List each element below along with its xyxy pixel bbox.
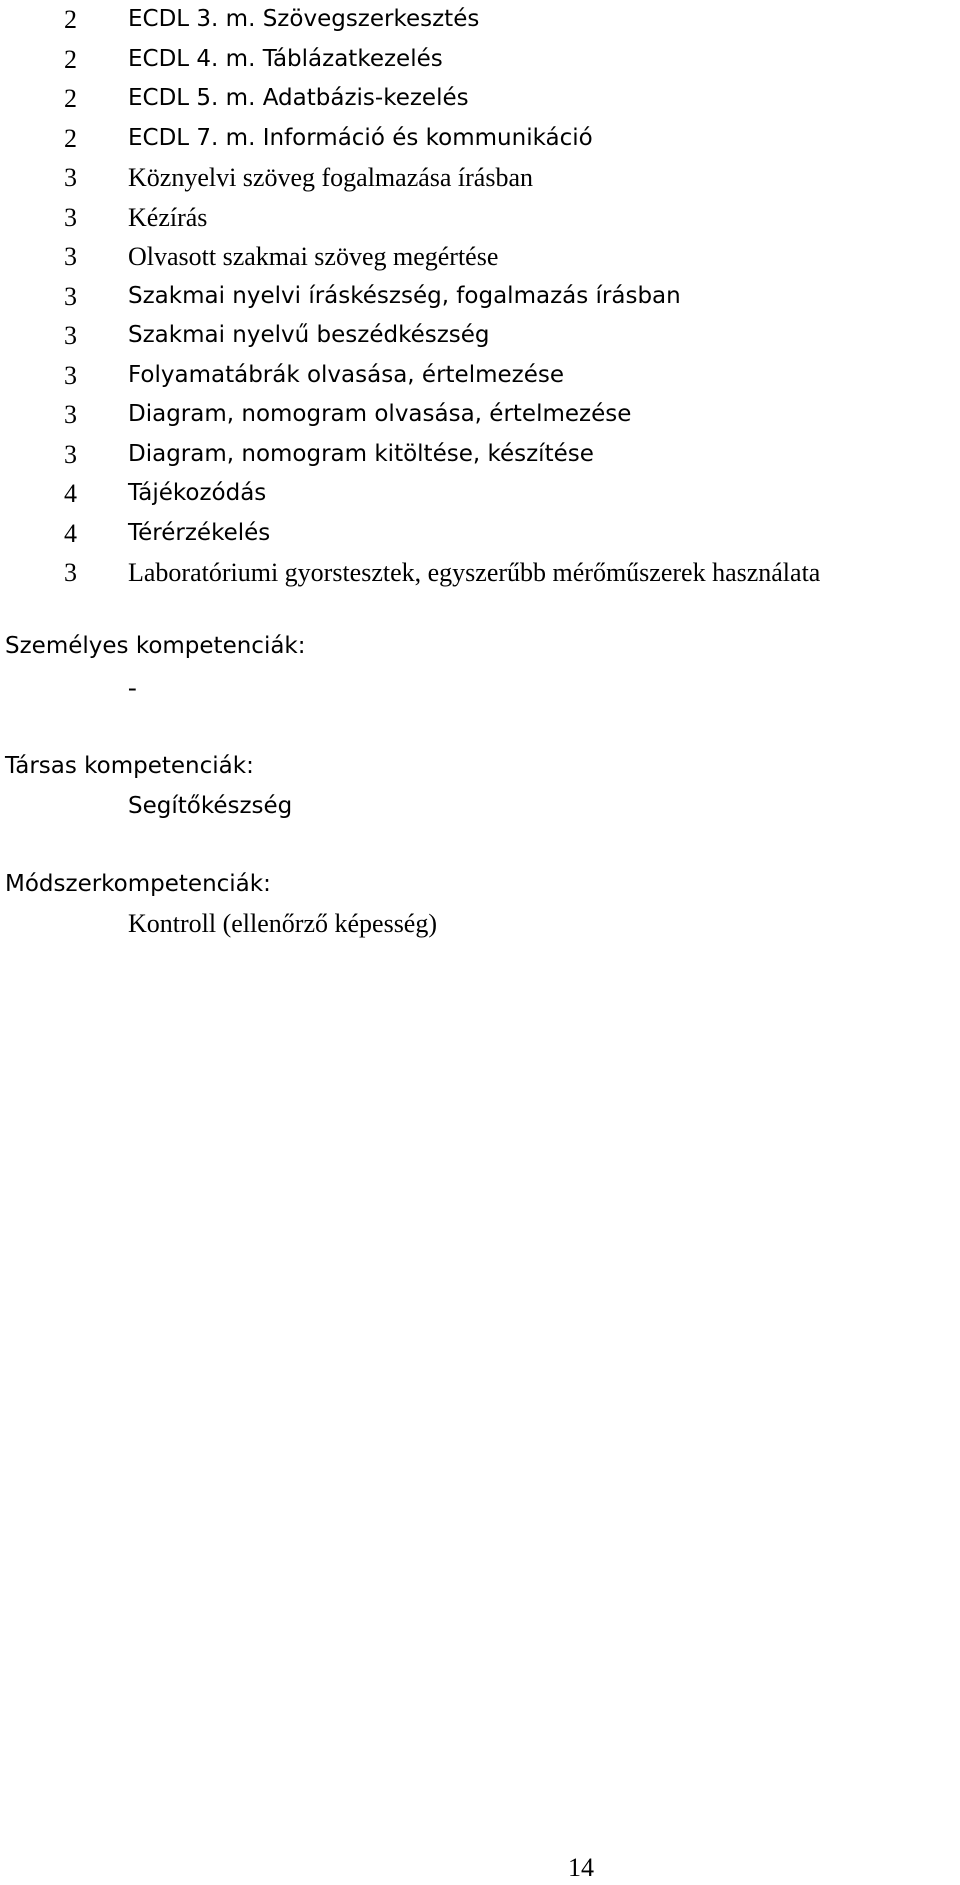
skill-level: 3: [64, 163, 77, 192]
skill-row: [0, 356, 960, 396]
method-competencies-value: Kontroll (ellenőrző képesség): [128, 909, 438, 938]
skill-level: 2: [64, 5, 77, 34]
skill-level: 2: [64, 44, 77, 74]
skill-row: [0, 79, 960, 119]
social-competencies-value: Segítőkészség: [128, 793, 293, 819]
social-competencies-label: Társas kompetenciák:: [5, 753, 254, 779]
skill-level: 2: [64, 123, 77, 153]
skill-level: 2: [64, 84, 77, 113]
skill-text: Diagram, nomogram kitöltése, készítése: [128, 440, 594, 467]
skill-level: 3: [64, 360, 77, 390]
skill-text: ECDL 7. m. Információ és kommunikáció: [128, 124, 593, 151]
skill-row: [0, 119, 960, 159]
skill-row: [0, 316, 960, 356]
skill-text: Kézírás: [128, 202, 208, 232]
skill-level: 3: [64, 400, 77, 429]
skill-list: [0, 0, 960, 593]
skill-row: [0, 158, 960, 198]
skill-text: Folyamatábrák olvasása, értelmezése: [128, 361, 564, 388]
skill-level: 3: [64, 202, 77, 232]
skill-text: Térérzékelés: [128, 519, 271, 546]
skill-row: [0, 474, 960, 514]
skill-text: Diagram, nomogram olvasása, értelmezése: [128, 401, 632, 427]
skill-level: 3: [64, 439, 77, 469]
skill-level: 3: [64, 558, 77, 587]
skill-text: Laboratóriumi gyorstesztek, egyszerűbb mérőműszerek használata: [128, 558, 821, 587]
skill-row: [0, 277, 960, 317]
personal-competencies-label: Személyes kompetenciák:: [5, 633, 306, 659]
personal-competencies-value: -: [128, 673, 137, 702]
skill-row: [0, 237, 960, 277]
skill-text: Tájékozódás: [128, 480, 267, 506]
skill-level: 4: [64, 518, 77, 548]
page-number: 14: [568, 1853, 594, 1882]
skill-text: Köznyelvi szöveg fogalmazása írásban: [128, 163, 534, 192]
skill-text: Olvasott szakmai szöveg megértése: [128, 242, 499, 271]
skill-row: [0, 514, 960, 554]
method-competencies-label: Módszerkompetenciák:: [5, 871, 271, 897]
skill-row: [0, 395, 960, 435]
skill-row: [0, 198, 960, 238]
skill-text: Szakmai nyelvi íráskészség, fogalmazás írásban: [128, 282, 681, 309]
skill-level: 4: [64, 479, 77, 508]
skill-row: [0, 435, 960, 475]
skill-level: 3: [64, 242, 77, 271]
skill-row: [0, 553, 960, 593]
skill-text: Szakmai nyelvű beszédkészség: [128, 322, 490, 348]
skill-row: [0, 0, 960, 40]
skill-text: ECDL 3. m. Szövegszerkesztés: [128, 6, 480, 32]
skill-text: ECDL 5. m. Adatbázis-kezelés: [128, 85, 469, 111]
skill-level: 3: [64, 321, 77, 350]
skill-text: ECDL 4. m. Táblázatkezelés: [128, 45, 443, 72]
skill-row: [0, 40, 960, 80]
skill-level: 3: [64, 281, 77, 311]
